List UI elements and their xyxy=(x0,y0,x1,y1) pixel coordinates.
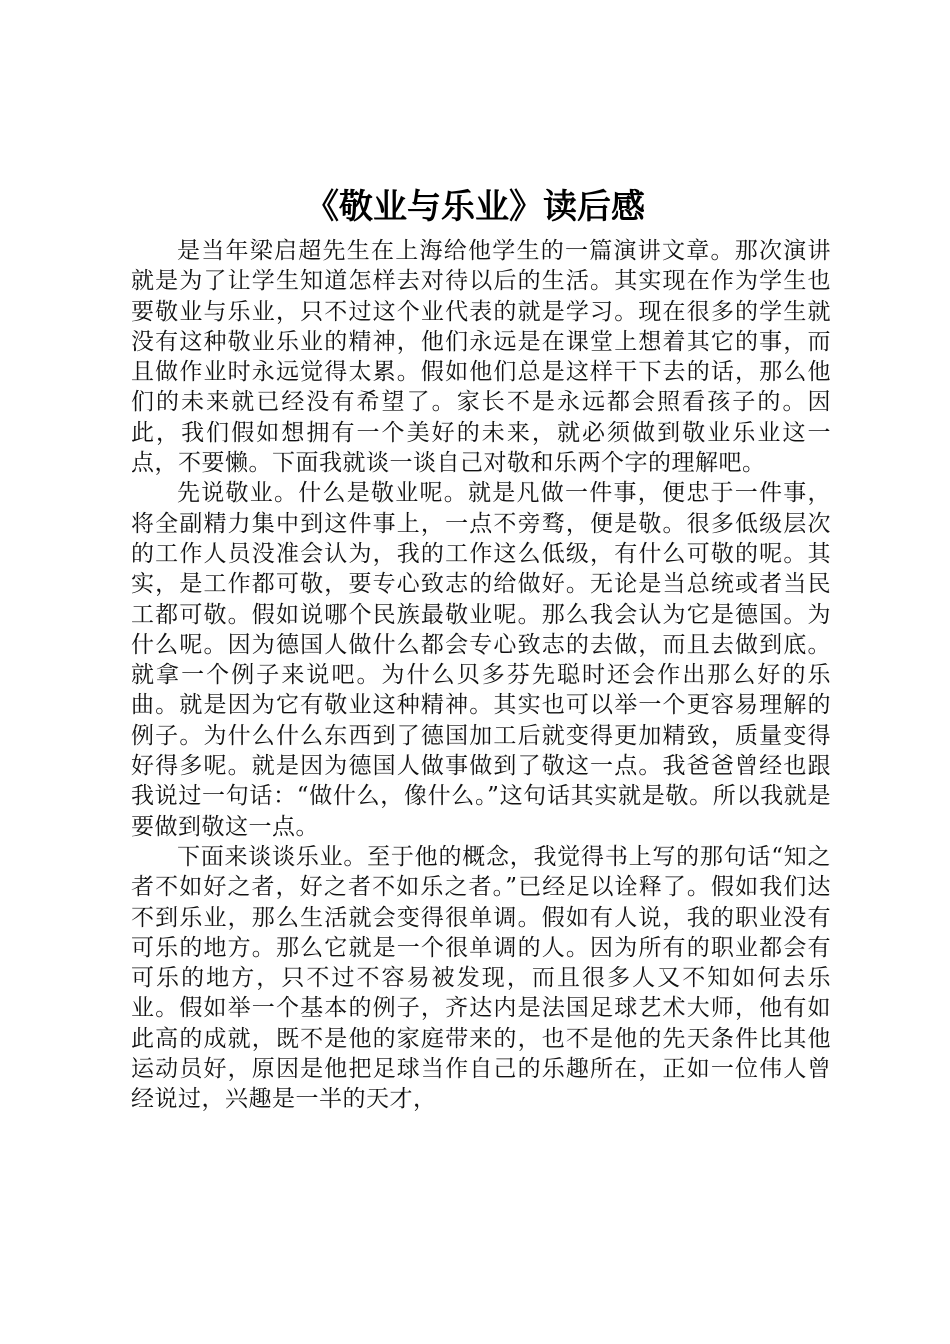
paragraph-intro: 是当年梁启超先生在上海给他学生的一篇演讲文章。那次演讲就是为了让学生知道怎样去对待以后的生活。其实现在作为学生也要敬业与乐业，只不过这个业代表的就是学习。现在很多的学生就没有这种敬业乐业的精神，他们永远是在课堂上想着其它的事，而且做作业时永远觉得太累。假如他们总是这样干下去的话，那么他们的未来就已经没有希望了。家长不是永远都会照看孩子的。因此，我们假如想拥有一个美好的未来，就必须做到敬业乐业这一点，不要懒。下面我就谈一谈自己对敬和乐两个字的理解吧。 xyxy=(131,238,831,477)
paragraph-enjoyment: 下面来谈谈乐业。至于他的概念，我觉得书上写的那句话“知之者不如好之者，好之者不如乐之者。”已经足以诠释了。假如我们达不到乐业，那么生活就会变得很单调。假如有人说，我的职业没有可乐的地方。那么它就是一个很单调的人。因为所有的职业都会有可乐的地方，只不过不容易被发现，而且很多人又不知如何去乐业。假如举一个基本的例子，齐达内是法国足球艺术大师，他有如此高的成就，既不是他的家庭带来的，也不是他的先天条件比其他运动员好，原因是他把足球当作自己的乐趣所在，正如一位伟人曾经说过，兴趣是一半的天才， xyxy=(131,843,831,1113)
paragraph-dedication: 先说敬业。什么是敬业呢。就是凡做一件事，便忠于一件事，将全副精力集中到这件事上，一点不旁骛，便是敬。很多低级层次的工作人员没准会认为，我的工作这么低级，有什么可敬的呢。其实，是工作都可敬，要专心致志的给做好。无论是当总统或者当民工都可敬。假如说哪个民族最敬业呢。那么我会认为它是德国。为什么呢。因为德国人做什么都会专心致志的去做，而且去做到底。就拿一个例子来说吧。为什么贝多芬先聪时还会作出那么好的乐曲。就是因为它有敬业这种精神。其实也可以举一个更容易理解的例子。为什么什么东西到了德国加工后就变得更加精致，质量变得好得多呢。就是因为德国人做事做到了敬这一点。我爸爸曾经也跟我说过一句话：“做什么，像什么。”这句话其实就是敬。所以我就是要做到敬这一点。 xyxy=(131,480,831,840)
document-title: 《敬业与乐业》读后感 xyxy=(305,187,645,227)
document-body xyxy=(131,236,831,1115)
